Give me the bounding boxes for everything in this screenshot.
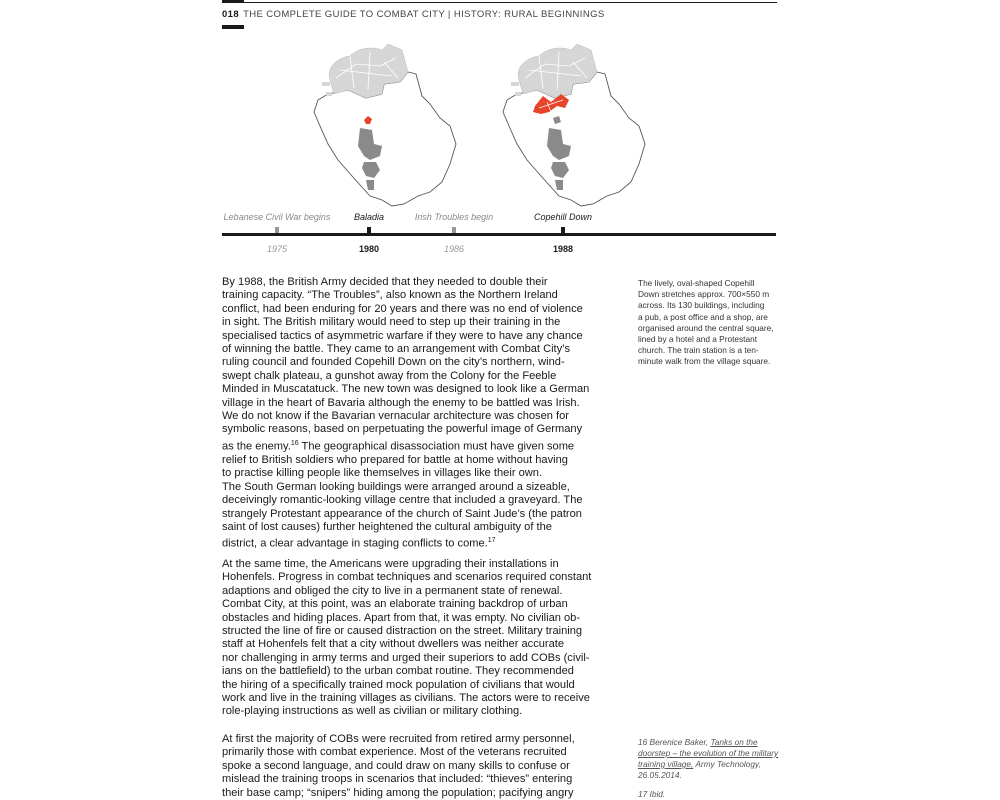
sidenote-line: across. Its 130 buildings, including bbox=[638, 300, 765, 311]
footnote-ref-17[interactable]: 17 bbox=[487, 537, 496, 545]
sidenote-line: The lively, oval-shaped Copehill bbox=[638, 278, 755, 288]
timeline-event-label: Irish Troubles begin bbox=[414, 212, 494, 222]
footnote-line bbox=[638, 759, 783, 770]
text-line: their base camp; “snipers” hiding among the population; pacifying angry bbox=[222, 786, 574, 799]
text-line: spoke a second language, and could draw on many skills to confuse or bbox=[222, 759, 570, 772]
sidenote-line: lined by a hotel and a Protestant bbox=[638, 334, 758, 345]
running-header bbox=[222, 9, 605, 20]
timeline-axis bbox=[222, 233, 776, 236]
text-line: saint of lost causes) further heightened the cultural ambiguity of the bbox=[222, 521, 552, 533]
text-line: training capacity. “The Troubles”, also known as the Northern Ireland bbox=[222, 289, 558, 302]
settlement-patch bbox=[326, 92, 332, 96]
text-run: district, a clear advantage in staging conflicts to come. bbox=[222, 538, 488, 551]
text-line: ruling council and founded Copehill Down on the city’s northern, wind- bbox=[222, 356, 565, 369]
footnote-author: Berenice Baker, bbox=[649, 737, 709, 747]
footnote-number: 17 bbox=[638, 789, 648, 799]
text-line: relief to British soldiers who prepared for battle at home without having bbox=[222, 453, 568, 466]
header-rule bbox=[222, 2, 777, 3]
timeline-event-label: Copehill Down bbox=[533, 212, 593, 222]
text-line: nor challenging in army terms and urged their superiors to add COBs (civil- bbox=[222, 651, 590, 664]
text-line: ians on the battlefield) to the urban combat routine. They recommended bbox=[222, 665, 574, 678]
map-figure-1 bbox=[300, 44, 462, 212]
text-line: structed the line of fire or caused distraction on the street. Military training bbox=[222, 625, 583, 638]
text-line: role-playing instructions as well as civilian or military clothing. bbox=[222, 705, 523, 718]
body-paragraph bbox=[222, 276, 594, 552]
sidenote-line: a pub, a post office and a shop, are bbox=[638, 311, 768, 322]
footnote-text: Ibid. bbox=[649, 789, 666, 799]
footnote-line bbox=[638, 737, 783, 748]
sidenote-line: Down stretches approx. 700×550 m bbox=[638, 289, 770, 300]
text-line: the hiring of a specifically trained mock population of civilians that would bbox=[222, 678, 575, 691]
text-line: Combat City, at this point, was an elaborate training backdrop of urban bbox=[222, 598, 568, 611]
settlement-patch bbox=[511, 82, 519, 86]
text-line: mislead the training troops in scenarios that included: “thieves” entering bbox=[222, 773, 573, 786]
text-line: swept chalk plateau, a gunshot away from the Colony for the Feeble bbox=[222, 369, 557, 382]
timeline-event-label: Baladia bbox=[353, 212, 385, 222]
text-line: specialised tactics of asymmetric warfare if they were to have any chance bbox=[222, 329, 583, 342]
footnote-date: 26.05.2014. bbox=[638, 770, 682, 780]
timeline-year: 1986 bbox=[443, 244, 465, 254]
text-line: We do not know if the Bavarian vernacular architecture was chosen for bbox=[222, 410, 569, 423]
text-run: The geographical disassociation must have given some bbox=[298, 440, 575, 453]
footnote-ref-16[interactable]: 16 bbox=[290, 439, 299, 447]
timeline-event-label: Lebanese Civil War begins bbox=[223, 212, 331, 222]
text-line: work and live in the training villages as civilians. The actors were to receive bbox=[222, 692, 590, 705]
page-number: 018 bbox=[222, 9, 240, 20]
timeline-year: 1988 bbox=[552, 244, 574, 254]
text-line: to practise killing people like themselves in villages like their own. bbox=[222, 467, 543, 480]
sidenote bbox=[638, 278, 780, 368]
footnote-title: doorstep – the evolution of the military bbox=[638, 748, 779, 758]
text-line: obstacles and hiding places. Apart from that, it was empty. No civilian ob- bbox=[222, 611, 581, 624]
running-title: THE COMPLETE GUIDE TO COMBAT CITY | HISTORY: RURAL BEGINNINGS bbox=[243, 9, 605, 20]
text-run: as the enemy. bbox=[222, 440, 291, 453]
text-line bbox=[222, 534, 594, 551]
text-line: Hohenfels. Progress in combat techniques and scenarios required constant bbox=[222, 571, 592, 584]
text-line: primarily those with combat experience. Most of the veterans recruited bbox=[222, 746, 567, 759]
settlement-patch bbox=[322, 82, 330, 86]
text-line: adaptions and obliged the city to live in a permanent state of renewal. bbox=[222, 584, 563, 597]
text-line: At the same time, the Americans were upgrading their installations in bbox=[222, 558, 559, 570]
text-line: in sight. The British military would need to step up their training in the bbox=[222, 316, 561, 329]
body-paragraph bbox=[222, 558, 594, 719]
sidenote-line: church. The train station is a ten- bbox=[638, 345, 759, 356]
footnote-title: Tanks on the bbox=[710, 737, 758, 747]
text-line: of winning the battle. They came to an arrangement with Combat City’s bbox=[222, 343, 570, 356]
body-paragraph bbox=[222, 733, 594, 800]
footnote-title: training village, bbox=[638, 759, 694, 769]
text-line: staff at Hohenfels felt that a city without dwellers was neither accurate bbox=[222, 638, 565, 651]
footnote-number: 16 bbox=[638, 737, 648, 747]
text-line: deceivingly romantic-looking village centre that included a graveyard. The bbox=[222, 494, 583, 507]
text-line: conflict, had been enduring for 20 years and there was no end of violence bbox=[222, 302, 583, 315]
text-line: symbolic reasons, based on perpetuating the powerful image of Germany bbox=[222, 423, 583, 436]
sidenote-line: minute walk from the village square. bbox=[638, 356, 771, 367]
settlement-patch bbox=[515, 92, 521, 96]
sidenote-line: organised around the central square, bbox=[638, 322, 774, 333]
timeline-year: 1980 bbox=[358, 244, 380, 254]
map-figure-2 bbox=[489, 44, 651, 212]
text-line: By 1988, the British Army decided that they needed to double their bbox=[222, 276, 548, 288]
footnote-source: Army Technology, bbox=[695, 759, 761, 769]
footnote-17 bbox=[638, 789, 783, 800]
text-line: village in the heart of Bavaria although the enemy to be battled was Irish. bbox=[222, 396, 580, 409]
text-line: strangely Protestant appearance of the church of Saint Jude’s (the patron bbox=[222, 507, 582, 520]
text-line: Minded in Muscatatuck. The new town was designed to look like a German bbox=[222, 383, 590, 396]
footnote-16 bbox=[638, 737, 783, 781]
timeline-year: 1975 bbox=[266, 244, 288, 254]
text-line bbox=[222, 437, 594, 454]
header-tab bbox=[222, 25, 244, 29]
text-line: At first the majority of COBs were recruited from retired army personnel, bbox=[222, 733, 575, 745]
text-line: The South German looking buildings were arranged around a sizeable, bbox=[222, 480, 570, 493]
